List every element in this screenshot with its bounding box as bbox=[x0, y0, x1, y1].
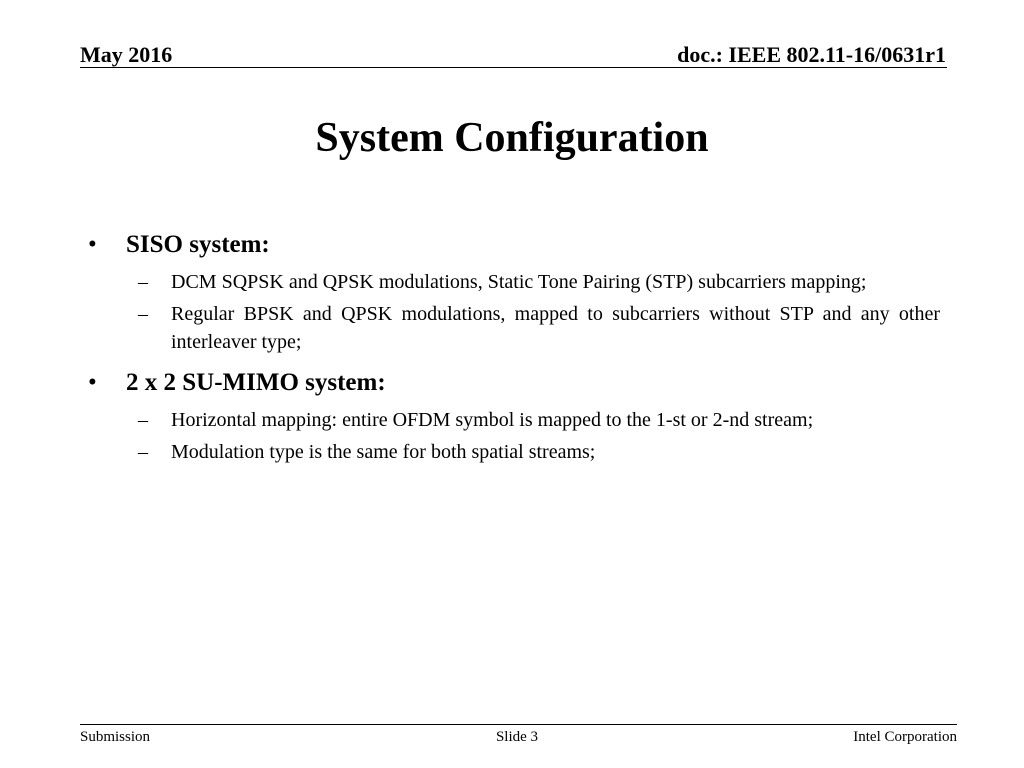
bullet-siso bbox=[80, 228, 940, 262]
header-doc-id: doc.: IEEE 802.11-16/0631r1 bbox=[677, 42, 946, 67]
footer-submission: Submission bbox=[80, 729, 151, 745]
subitem-text: Regular BPSK and QPSK modulations, mapped to subcarriers without STP and any other interleaver type; bbox=[171, 303, 940, 353]
footer-slide-number: Slide 3 bbox=[495, 729, 539, 745]
dash-marker: – bbox=[138, 409, 148, 431]
bullet-text: 2 x 2 SU-MIMO system: bbox=[126, 369, 386, 396]
header-date: May 2016 bbox=[80, 42, 173, 67]
bullet-marker: • bbox=[88, 231, 97, 258]
footer-divider bbox=[80, 724, 957, 725]
bullet-text: SISO system: bbox=[126, 231, 270, 258]
subitem-text: Horizontal mapping: entire OFDM symbol is mapped to the 1-st or 2-nd stream; bbox=[171, 409, 814, 431]
subitem bbox=[80, 268, 940, 296]
header-divider bbox=[80, 67, 947, 68]
subitem bbox=[80, 300, 940, 356]
bullet-mimo bbox=[80, 366, 940, 400]
dash-marker: – bbox=[138, 441, 148, 463]
slide-title: System Configuration bbox=[315, 115, 709, 161]
subitem bbox=[80, 438, 940, 466]
subitem bbox=[80, 406, 940, 434]
footer-company: Intel Corporation bbox=[853, 729, 957, 745]
subitem-text: DCM SQPSK and QPSK modulations, Static Tone Pairing (STP) subcarriers mapping; bbox=[171, 271, 867, 293]
bullet-marker: • bbox=[88, 369, 97, 396]
slide-body bbox=[80, 228, 940, 470]
subitem-text: Modulation type is the same for both spatial streams; bbox=[171, 441, 596, 463]
dash-marker: – bbox=[138, 303, 148, 325]
dash-marker: – bbox=[138, 271, 148, 293]
